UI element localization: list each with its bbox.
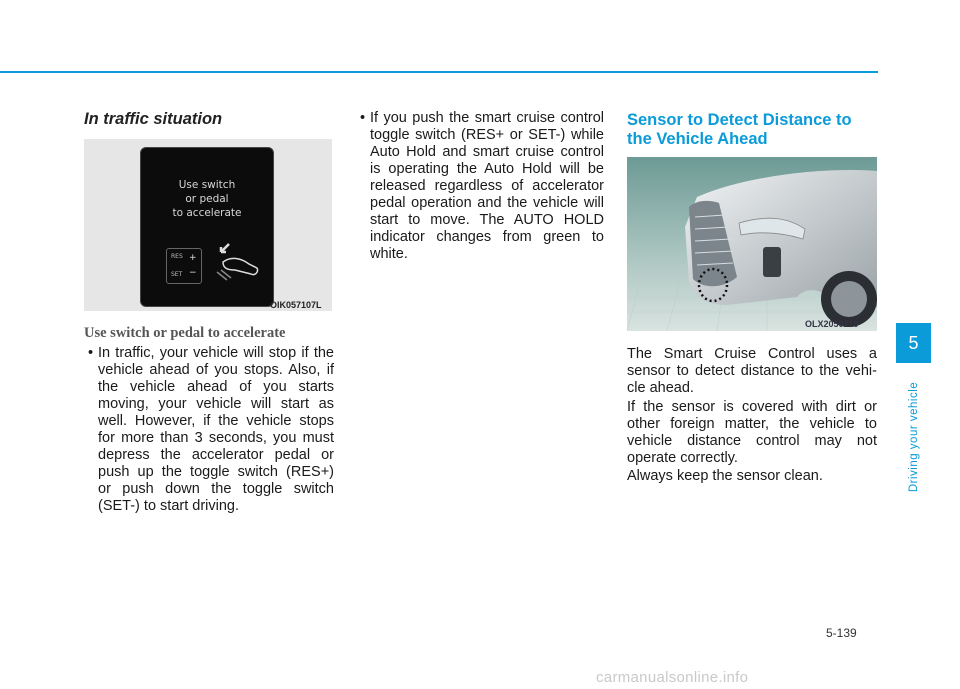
- text-line: The Smart Cruise Control uses a: [627, 346, 877, 362]
- set-label: SET: [171, 271, 183, 278]
- figure-code: OLX2050219: [805, 319, 859, 329]
- text-line: vehicle distance control may not: [627, 433, 877, 449]
- pedal-foot-icon: [209, 240, 263, 286]
- header-rule: [0, 71, 878, 73]
- text-line: cle ahead.: [627, 380, 694, 396]
- text-line: white.: [370, 246, 408, 262]
- plus-label: +: [189, 253, 197, 263]
- middle-bullet-paragraph: [360, 110, 604, 263]
- subheading: Use switch or pedal to accelerate: [84, 325, 286, 341]
- paragraph-sensor-dirt: [627, 399, 877, 467]
- text-line: moving, your vehicle will start as: [98, 396, 334, 412]
- text-line: is operating the Auto Hold will be: [370, 161, 604, 177]
- text-line: start to move. The AUTO HOLD: [370, 212, 604, 228]
- text-line: If you push the smart cruise control: [370, 110, 604, 126]
- text-line: vehicle ahead of you stops. Also, if: [98, 362, 334, 378]
- text-line: sensor to detect distance to the vehi-: [627, 363, 877, 379]
- text-line: indicator changes from green to: [370, 229, 604, 245]
- res-label: RES: [171, 253, 183, 260]
- chapter-tab[interactable]: 5: [896, 323, 931, 363]
- section-heading: In traffic situation: [84, 110, 223, 128]
- heading-line: the Vehicle Ahead: [627, 130, 768, 148]
- chapter-title: Driving your vehicle: [908, 381, 920, 493]
- paragraph-sensor-clean: [627, 468, 877, 485]
- text-line: toggle switch (RES+ or SET-) while: [370, 127, 604, 143]
- vehicle-illustration: [627, 157, 877, 331]
- toggle-switch-graphic: [166, 248, 202, 284]
- heading-line: Sensor to Detect Distance to: [627, 111, 852, 129]
- paragraph-sensor-intro: [627, 346, 877, 397]
- bullet: •: [360, 110, 366, 126]
- section-heading-sensor: [627, 111, 877, 149]
- cluster-display: [140, 147, 274, 307]
- text-line: In traffic, your vehicle will stop if the: [98, 345, 334, 361]
- watermark[interactable]: carmanualsonline.info: [596, 669, 749, 686]
- vehicle-front-figure: [627, 157, 877, 331]
- left-bullet-paragraph: [88, 345, 334, 515]
- figure-code: OIK057107L: [270, 300, 322, 310]
- text-line: (SET-) to start driving.: [98, 498, 240, 514]
- text-line: released regardless of accelerator: [370, 178, 604, 194]
- page-number: 5-139: [826, 626, 857, 640]
- text-line: depress the accelerator pedal or: [98, 447, 334, 463]
- text-line: or push down the toggle switch: [98, 481, 334, 497]
- text-line: the vehicle ahead of you starts: [98, 379, 334, 395]
- bullet: •: [88, 345, 94, 361]
- text-line: well. However, if the vehicle stops: [98, 413, 334, 429]
- text-line: Auto Hold and smart cruise control: [370, 144, 604, 160]
- minus-label: −: [189, 268, 197, 278]
- text-line: If the sensor is covered with dirt or: [627, 399, 877, 415]
- text-line: operate correctly.: [627, 450, 738, 466]
- text-line: push up the toggle switch (RES+): [98, 464, 334, 480]
- instrument-cluster-figure: [84, 139, 332, 311]
- text-line: for more than 3 seconds, you must: [98, 430, 334, 446]
- cluster-message: Use switch or pedal to accelerate: [172, 179, 242, 219]
- text-line: other foreign matter, the vehicle to: [627, 416, 877, 432]
- text-line: pedal operation and the vehicle will: [370, 195, 604, 211]
- text-line: Always keep the sensor clean.: [627, 468, 823, 484]
- chapter-title-vertical: [905, 372, 923, 502]
